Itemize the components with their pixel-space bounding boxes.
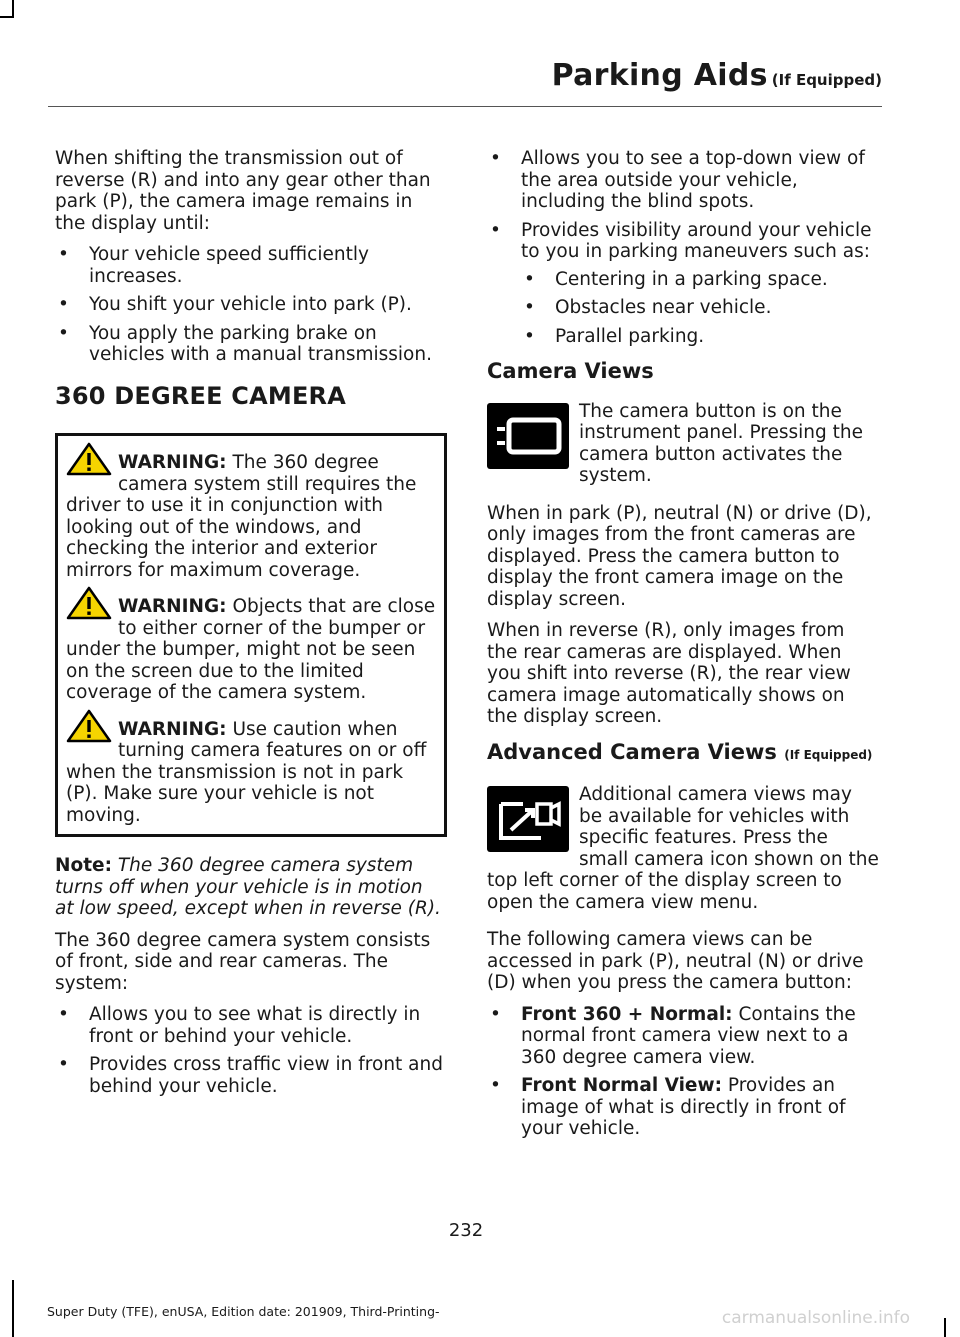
features-bullet-list	[487, 148, 880, 347]
system-intro-paragraph: The 360 degree camera system consists of front, side and rear cameras. The system:	[55, 929, 431, 994]
warning-item	[66, 596, 436, 704]
park-paragraph: When in park (P), neutral (N) or drive (D), only images from the front cameras are displayed. Press the camera button to display the front camera image on the display screen.	[487, 502, 872, 610]
right-column	[487, 148, 880, 1150]
note-paragraph	[55, 855, 447, 920]
advanced-views-title: Advanced Camera Views	[487, 739, 777, 764]
page-header	[0, 58, 882, 93]
warning-box	[55, 433, 447, 837]
list-item	[487, 220, 880, 348]
list-item	[487, 1004, 880, 1069]
page-title-suffix: (If Equipped)	[771, 71, 882, 89]
view-name: Front Normal View:	[521, 1075, 722, 1096]
list-item	[487, 1075, 880, 1140]
list-item: • Provides cross traffic view in front and behind your vehicle.	[55, 1054, 447, 1097]
advanced-views-suffix: (If Equipped)	[784, 747, 873, 762]
left-column	[55, 148, 447, 1107]
list-item: • Your vehicle speed sufficiently increases.	[55, 244, 447, 287]
list-item: • Allows you to see what is directly in front or behind your vehicle.	[55, 1004, 447, 1047]
warning-item	[66, 452, 436, 581]
note-label: Note:	[55, 855, 112, 876]
warning-triangle-icon	[66, 442, 112, 476]
warning-label: WARNING:	[118, 452, 227, 473]
camera-view-menu-icon	[487, 786, 569, 852]
page-title: Parking Aids	[551, 58, 768, 93]
view-description: Provides an image of what is directly in front of your vehicle.	[521, 1075, 846, 1139]
list-item: • Parallel parking.	[521, 326, 880, 348]
list-item: • Centering in a parking space.	[521, 269, 880, 291]
list-item: • Allows you to see a top-down view of the area outside your vehicle, including the blind spots.	[487, 148, 880, 213]
camera-views-list	[487, 1004, 880, 1140]
sub-bullet-list	[521, 269, 880, 348]
warning-text: Use caution when turning camera features on or off when the transmission is not in park (P). Make sure your vehicle is not moving.	[66, 718, 427, 826]
warning-label: WARNING:	[118, 718, 227, 740]
warning-text: The 360 degree camera system still requires the driver to use it in conjunction with looking out of the windows, and checking the interior and exterior mirrors for maximum coverage.	[66, 452, 417, 581]
note-text: The 360 degree camera system turns off when your vehicle is in motion at low speed, except when in reverse (R).	[55, 855, 441, 919]
warning-text: Objects that are close to either corner of the bumper or under the bumper, might not be seen on the screen due to the limited coverage of the camera system.	[66, 596, 436, 703]
section-heading: 360 DEGREE CAMERA	[55, 381, 347, 410]
warning-item	[66, 719, 436, 827]
crop-mark-top-left-h	[0, 16, 14, 18]
advanced-views-text: Additional camera views may be available for vehicles with specific features. Press the small camera icon shown on the top left corner of the display screen to open the camera view menu.	[487, 784, 879, 913]
reverse-paragraph: When in reverse (R), only images from the rear cameras are displayed. When you shift into reverse (R), the rear view camera image automatically shows on the display screen.	[487, 620, 851, 727]
advanced-views-heading	[487, 739, 880, 767]
intro-paragraph: When shifting the transmission out of reverse (R) and into any gear other than park (P), the camera image remains in the display until:	[55, 148, 431, 234]
page-number: 232	[448, 1220, 484, 1241]
camera-button-icon	[487, 403, 569, 469]
camera-button-glyph-icon	[487, 403, 569, 469]
camera-button-paragraph	[487, 401, 880, 487]
system-bullet-list	[55, 1004, 447, 1097]
views-intro-paragraph: The following camera views can be accessed in park (P), neutral (N) or drive (D) when you press the camera button:	[487, 929, 864, 993]
warning-label: WARNING:	[118, 596, 227, 617]
watermark: carmanualsonline.info	[721, 1308, 910, 1328]
camera-views-heading: Camera Views	[487, 359, 654, 383]
warning-triangle-icon	[66, 709, 112, 743]
crop-mark-bottom-left	[12, 1280, 14, 1337]
footer-text: Super Duty (TFE), enUSA, Edition date: 201909, Third-Printing-	[47, 1304, 440, 1319]
warning-triangle-icon	[66, 586, 112, 620]
camera-swap-glyph-icon	[487, 786, 569, 852]
list-item-text: Provides visibility around your vehicle to you in parking maneuvers such as:	[521, 219, 872, 262]
list-item: • Obstacles near vehicle.	[521, 297, 880, 319]
intro-bullet-list	[55, 244, 447, 366]
header-rule	[48, 106, 882, 107]
crop-mark-bottom-right	[944, 1318, 946, 1337]
camera-button-text: The camera button is on the instrument panel. Pressing the camera button activates the system.	[579, 400, 863, 486]
advanced-views-paragraph	[487, 784, 880, 913]
list-item: • You apply the parking brake on vehicles with a manual transmission.	[55, 323, 447, 366]
list-item: • You shift your vehicle into park (P).	[55, 294, 447, 316]
view-name: Front 360 + Normal:	[521, 1003, 733, 1025]
view-description: Contains the normal front camera view next to a 360 degree camera view.	[521, 1003, 856, 1068]
